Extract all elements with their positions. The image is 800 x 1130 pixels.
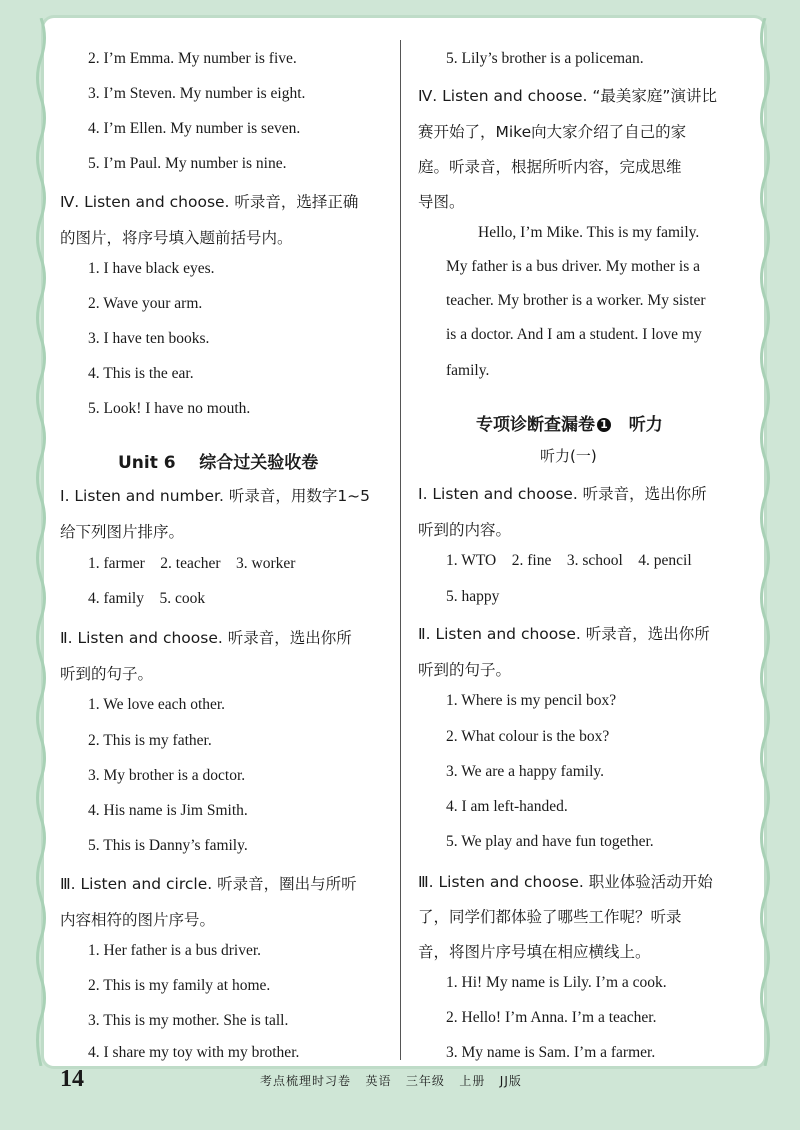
unit-section-ii-title-cont: 听到的句子。 <box>60 665 154 683</box>
right-wave-border <box>758 18 772 1066</box>
text-line: 3. I’m Steven. My number is eight. <box>88 85 306 102</box>
list-item: 5. Look! I have no mouth. <box>88 400 251 417</box>
special-section-ii-title: Ⅱ. Listen and choose. 听录音，选出你所 <box>418 625 710 643</box>
section-iv-title-cont: 导图。 <box>418 193 465 211</box>
passage-line: teacher. My brother is a worker. My sister <box>446 292 706 309</box>
list-item: 4. I share my toy with my brother. <box>88 1044 300 1061</box>
list-item: 4. This is the ear. <box>88 365 194 382</box>
text-line: 5. I’m Paul. My number is nine. <box>88 155 287 172</box>
book-info: 考点梳理时习卷 英语 三年级 上册 JJ版 <box>260 1074 522 1088</box>
unit-6-heading: Unit 6 综合过关验收卷 <box>118 453 319 473</box>
special-heading <box>476 410 663 435</box>
list-item: 1. farmer 2. teacher 3. worker <box>88 555 296 572</box>
list-item: 1. Hi! My name is Lily. I’m a cook. <box>446 974 667 991</box>
list-item: 4. His name is Jim Smith. <box>88 802 248 819</box>
list-item: 3. This is my mother. She is tall. <box>88 1012 289 1029</box>
page-footer <box>60 1066 740 1096</box>
special-section-i-title-cont: 听到的内容。 <box>418 521 512 539</box>
text-line: 4. I’m Ellen. My number is seven. <box>88 120 301 137</box>
special-heading-label: 专项诊断查漏卷 <box>476 415 595 435</box>
page-number: 14 <box>60 1066 84 1092</box>
list-item: 1. We love each other. <box>88 696 226 713</box>
list-item: 2. What colour is the box? <box>446 728 610 745</box>
list-item: 3. We are a happy family. <box>446 763 604 780</box>
special-section-ii-title-cont: 听到的句子。 <box>418 661 512 679</box>
list-item: 3. My name is Sam. I’m a farmer. <box>446 1044 656 1061</box>
section-iv-title-cont: 赛开始了，Mike向大家介绍了自己的家 <box>418 123 687 141</box>
passage-line: family. <box>446 362 490 379</box>
list-item: 1. Where is my pencil box? <box>446 692 617 709</box>
unit-section-iii-title: Ⅲ. Listen and circle. 听录音，圈出与所听 <box>60 875 357 893</box>
text-line: 2. I’m Emma. My number is five. <box>88 50 297 67</box>
special-section-iii-title: Ⅲ. Listen and choose. 职业体验活动开始 <box>418 873 713 891</box>
special-section-iii-title-cont: 音，将图片序号填在相应横线上。 <box>418 943 651 961</box>
section-number-badge: 1 <box>597 418 611 432</box>
unit-section-i-title-cont: 给下列图片排序。 <box>60 523 185 541</box>
section-iv-title-cont: 庭。听录音，根据所听内容，完成思维 <box>418 158 682 176</box>
list-item: 1. Her father is a bus driver. <box>88 942 262 959</box>
list-item: 2. This is my father. <box>88 732 212 749</box>
list-item: 5. happy <box>446 588 500 605</box>
list-item: 5. This is Danny’s family. <box>88 837 248 854</box>
section-iv-title-cont: 的图片，将序号填入题前括号内。 <box>60 229 293 247</box>
list-item: 2. This is my family at home. <box>88 977 271 994</box>
list-item: 2. Hello! I’m Anna. I’m a teacher. <box>446 1009 657 1026</box>
passage-line: My father is a bus driver. My mother is a <box>446 258 700 275</box>
passage-line: is a doctor. And I am a student. I love my <box>446 326 702 343</box>
section-iv-title: Ⅳ. Listen and choose. “最美家庭”演讲比 <box>418 87 717 105</box>
list-item: 4. I am left-handed. <box>446 798 568 815</box>
special-section-i-title: Ⅰ. Listen and choose. 听录音，选出你所 <box>418 485 707 503</box>
column-divider <box>400 40 401 1060</box>
list-item: 3. My brother is a doctor. <box>88 767 246 784</box>
list-item: 2. Wave your arm. <box>88 295 203 312</box>
list-item: 1. I have black eyes. <box>88 260 215 277</box>
list-item: 4. family 5. cook <box>88 590 206 607</box>
unit-section-i-title: Ⅰ. Listen and number. 听录音，用数字1~5 <box>60 487 371 505</box>
unit-section-iii-title-cont: 内容相符的图片序号。 <box>60 911 216 929</box>
passage-line: Hello, I’m Mike. This is my family. <box>478 224 700 241</box>
left-wave-border <box>34 18 48 1066</box>
list-item: 1. WTO 2. fine 3. school 4. pencil <box>446 552 692 569</box>
unit-section-ii-title: Ⅱ. Listen and choose. 听录音，选出你所 <box>60 629 352 647</box>
list-item: 3. I have ten books. <box>88 330 210 347</box>
listening-subheading: 听力(一) <box>540 447 597 465</box>
section-iv-title: Ⅳ. Listen and choose. 听录音，选择正确 <box>60 193 359 211</box>
special-section-iii-title-cont: 了，同学们都体验了哪些工作呢？听录 <box>418 908 682 926</box>
text-line: 5. Lily’s brother is a policeman. <box>446 50 644 67</box>
list-item: 5. We play and have fun together. <box>446 833 654 850</box>
special-heading-tail: 听力 <box>628 415 663 435</box>
